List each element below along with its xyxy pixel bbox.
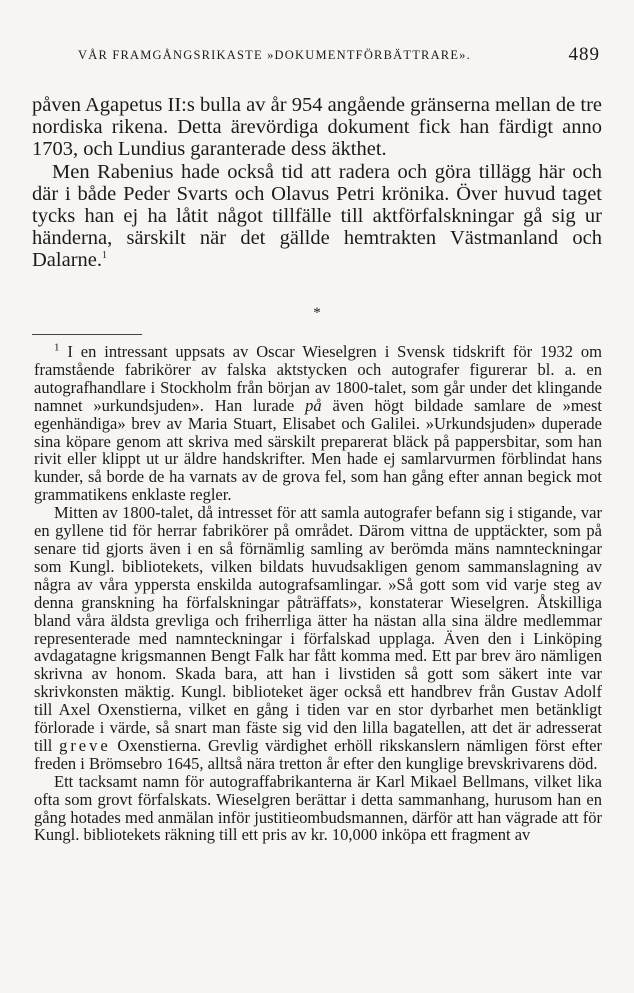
footnote-marker: 1 bbox=[54, 341, 60, 354]
footnote-block bbox=[34, 343, 602, 844]
footnote-reference[interactable]: 1 bbox=[102, 250, 107, 262]
running-title: VÅR FRAMGÅNGSRIKASTE »DOKUMENTFÖRBÄTTRARE». bbox=[78, 48, 471, 62]
main-text bbox=[32, 94, 602, 272]
page-number: 489 bbox=[568, 44, 600, 65]
footnote-paragraph-1: $^1$ I en intressant uppsats av Oscar Wieselgren i Svensk tidskrift för 1932 om framstående fabrikörer av falska aktstycken och autografer figurerar bl. a. en autografhandlare i Stockholm från början av 1800-talet, som går under det klingande namnet »urkundsjuden». Han lurade på även högt bildade samlare de »mest egenhändiga» brev av Maria Stuart, Elisabet och Galilei. »Urkundsjuden» duperade sina köpare genom att skriva med särskilt preparerat bläck på pappersbitar, som han rivit eller klippt ut ur äldre handskrifter. Men hade ej samlarvurmen förblindat hans kunder, så borde de ha varnats av de grova fel, som han gång efter annan begick mot grammatikens enklaste regler. bbox=[34, 341, 603, 505]
running-head bbox=[78, 44, 600, 68]
footnote-paragraph-3: Ett tacksamt namn för autograffabrikanterna är Karl Mikael Bellmans, vilket lika ofta som grovt förfalskats. Wieselgren berättar i detta sammanhang, hurusom han en gång hotades med anmälan inför justitieombudsmannen, därför att han vägrade att för Kungl. bibliotekets räkning till ett pris av kr. 10,000 inköpa ett fragment av bbox=[34, 771, 602, 845]
body-paragraph-1: påven Agapetus II:s bulla av år 954 angående gränserna mellan de tre nordiska rikena. Detta ärevördiga dokument fick han färdigt anno 1703, och Lundius garanterade dess äkthet. bbox=[32, 94, 602, 161]
italic-word: på bbox=[305, 395, 322, 415]
spaced-word: greve bbox=[59, 735, 111, 755]
footnote-rule bbox=[32, 334, 142, 335]
body-paragraph-2: Men Rabenius hade också tid att radera och göra tillägg här och där i både Peder Svarts och Olavus Petri krönika. Över huvud taget tycks han ej ha låtit något tillfälle till aktförfalskningar gå sig ur händerna, särskilt när det gällde hemtrakten Västmanland och Dalarne.$^1$ bbox=[32, 160, 602, 272]
section-separator: * bbox=[313, 305, 321, 321]
footnote-paragraph-2: Mitten av 1800-talet, då intresset för att samla autografer befann sig i stigande, var en gyllene tid för herrar fabrikörer på området. Därom vittna de upptäckter, som på senare tid gjorts även i en så förnämlig samling av berömda mäns namnteckningar som Kungl. bibliotekets, vilken bildats huvudsakligen genom sammanslagning av några av våra yppersta enskilda autografsamlingar. »Så gott som vid varje steg av denna granskning ha förfalskningar påträffats», konstaterar Wieselgren. Åtskilliga bland våra äldsta grevliga och friherrliga ätter ha nästan alla sina äldre medlemmar representerade med namnteckningar i förfalskad upplaga. Även den i Linköping avdagatagne krigsmannen Bengt Falk har fått komma med. Ett par brev äro nämligen skrivna av honom. Skada bara, att han i livstiden så gott som säkert inte var skrivkonsten mäktig. Kungl. biblioteket äger också ett handbrev från Gustav Adolf till Axel Oxenstierna, vilket en gång i tiden var en stor dyrbarhet men betänkligt förlorade i värde, så snart man fäste sig vid den lilla bagatellen, att det är adresserat till greve Oxenstierna. Grevlig värdighet erhöll rikskanslern nämligen först efter freden i Brömsebro 1645, alltså nära tretton år efter den kunglige brevskrivarens död. bbox=[34, 503, 602, 773]
